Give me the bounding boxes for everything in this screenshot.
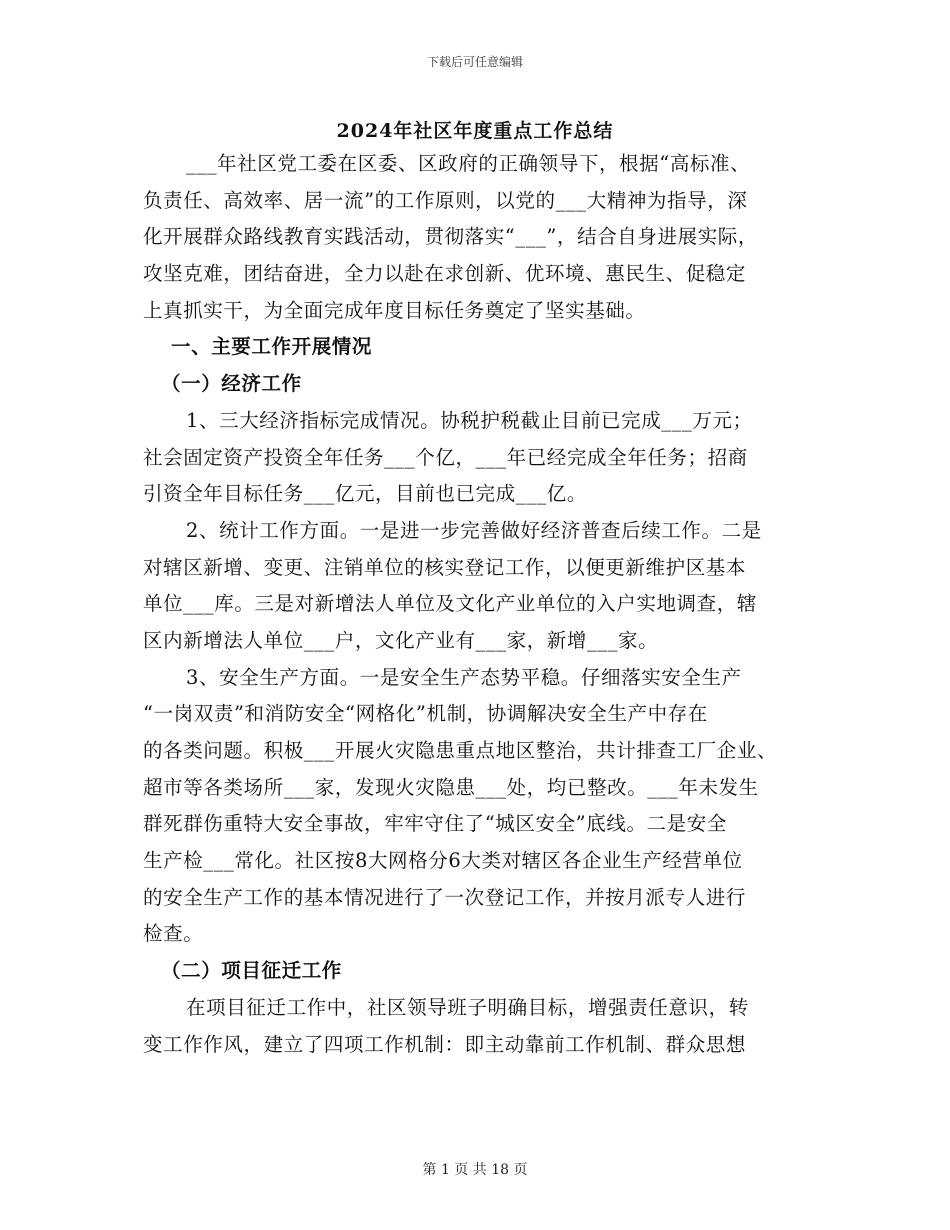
section-heading: 一、主要工作开展情况 — [171, 335, 373, 359]
paragraph-line: ___年社区党工委在区委、区政府的正确领导下，根据“高标准、 — [186, 152, 751, 175]
subsection-heading: （一）经济工作 — [161, 372, 302, 396]
paragraph-line: 化开展群众路线教育实践活动，贯彻落实“___”，结合自身进展实际， — [143, 225, 758, 249]
paragraph-line: 超市等各类场所___家，发现火灾隐患___处，均已整改。___年未发生 — [143, 775, 759, 799]
paragraph-line: 生产检___常化。社区按8大网格分6大类对辖区各企业生产经营单位 — [143, 849, 743, 873]
paragraph-line: 对辖区新增、变更、注销单位的核实登记工作，以便更新维护区基本 — [143, 555, 747, 579]
paragraph-line: 区内新增法人单位___户，文化产业有___家，新增___家。 — [143, 628, 659, 652]
paragraph-line: “一岗双责”和消防安全“网格化”机制，协调解决安全生产中存在 — [143, 702, 708, 726]
paragraph-line: 社会固定资产投资全年任务___个亿，___年已经完成全年任务；招商 — [143, 445, 748, 469]
document-title: 2024年社区年度重点工作总结 — [336, 120, 614, 142]
paragraph-line: 负责任、高效率、居一流”的工作原则，以党的___大精神为指导，深 — [143, 188, 748, 212]
paragraph-line: 在项目征迁工作中，社区领导班子明确目标，增强责任意识，转 — [186, 995, 749, 1019]
paragraph-line: 的各类问题。积极___开展火灾隐患重点地区整治，共计排查工厂企业、 — [143, 739, 778, 762]
paragraph-line: 变工作作风，建立了四项工作机制：即主动靠前工作机制、群众思想 — [143, 1032, 747, 1056]
subsection-heading: （二）项目征迁工作 — [161, 959, 342, 983]
paragraph-line: 攻坚克难，团结奋进，全力以赴在求创新、优环境、惠民生、促稳定 — [143, 262, 747, 286]
document-body — [143, 146, 813, 1063]
paragraph-line: 3、安全生产方面。一是安全生产态势平稳。仔细落实安全生产 — [186, 665, 742, 689]
page-number: 第 1 页 共 18 页 — [422, 1162, 528, 1178]
paragraph-line: 群死群伤重特大安全事故，牢牢守住了“城区安全”底线。二是安全 — [143, 812, 727, 836]
paragraph-line: 的安全生产工作的基本情况进行了一次登记工作，并按月派专人进行 — [143, 885, 747, 909]
paragraph-line: 2、统计工作方面。一是进一步完善做好经济普查后续工作。二是 — [186, 518, 762, 542]
paragraph-line: 单位___库。三是对新增法人单位及文化产业单位的入户实地调查，辖 — [143, 592, 757, 616]
paragraph-line: 检查。 — [143, 922, 204, 946]
paragraph-line: 1、三大经济指标完成情况。协税护税截止目前已完成___万元； — [186, 408, 753, 432]
page-header-note: 下载后可任意编辑 — [426, 55, 523, 69]
paragraph-line: 上真抓实干，为全面完成年度目标任务奠定了坚实基础。 — [143, 298, 646, 322]
paragraph-line: 引资全年目标任务___亿元，目前也已完成___亿。 — [143, 482, 588, 506]
